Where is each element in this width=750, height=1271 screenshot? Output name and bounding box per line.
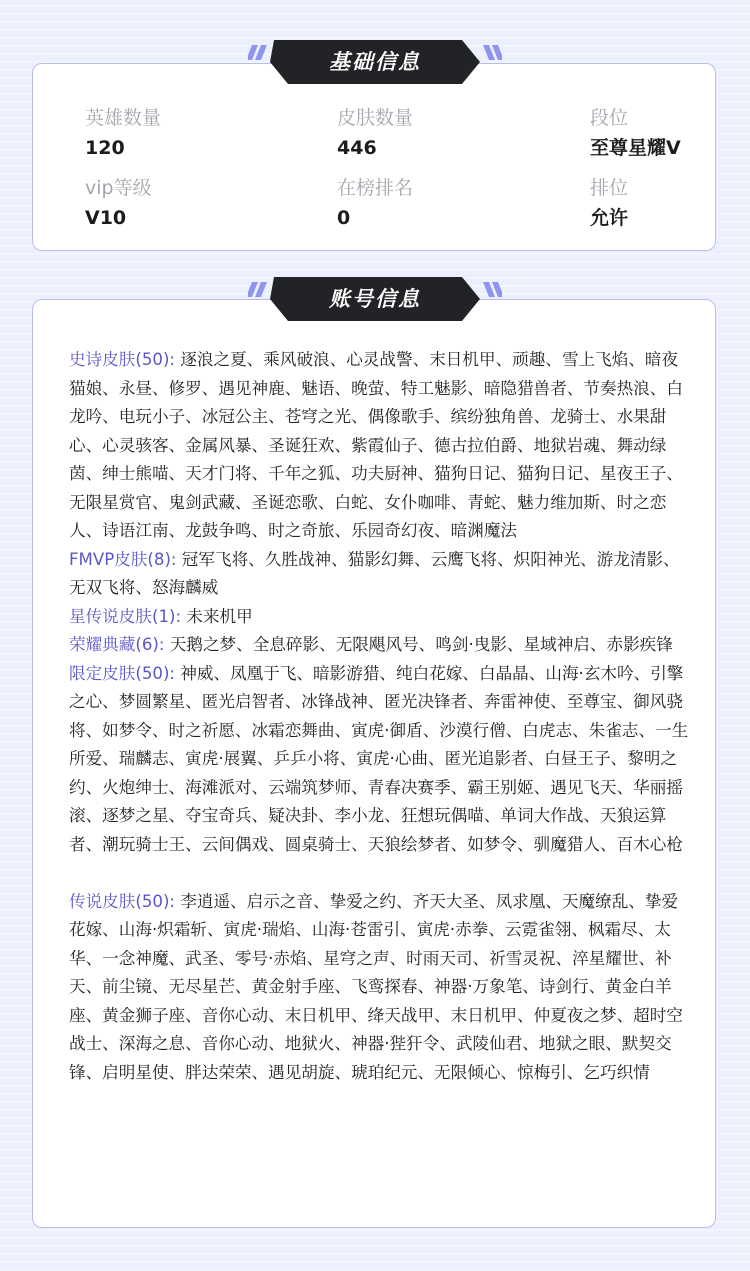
basic-info-card <box>32 63 716 251</box>
category-label: 星传说皮肤(1): <box>69 606 182 626</box>
stat-value: 允许 <box>590 207 629 229</box>
stat-value: 446 <box>337 137 377 159</box>
basic-info-title: 基础信息 <box>329 50 421 74</box>
stat-leaderboard-rank <box>337 175 413 231</box>
category-label: 荣耀典藏(6): <box>69 635 165 654</box>
stat-value: V10 <box>85 207 127 229</box>
category-label: 传说皮肤(50): <box>69 891 176 911</box>
stat-hero-count <box>85 105 161 161</box>
basic-info-banner <box>248 38 502 86</box>
stat-skin-count <box>337 105 413 161</box>
stat-label: 段位 <box>590 107 629 129</box>
stat-label: 皮肤数量 <box>337 107 414 129</box>
skin-category-legend <box>69 888 691 1088</box>
skin-list <box>69 346 691 1087</box>
skin-category-star-legend <box>69 603 691 632</box>
stat-label: 排位 <box>590 177 629 199</box>
skin-category-epic <box>69 346 691 546</box>
category-items: 未来机甲 <box>186 606 253 626</box>
stat-label: 在榜排名 <box>337 177 414 199</box>
category-items: 冠军飞将、久胜战神、猫影幻舞、云鹰飞将、炽阳神光、游龙清影、无双飞将、怒海麟威 <box>69 549 680 597</box>
category-spacer <box>69 859 691 888</box>
stat-value: 至尊星耀V <box>590 137 681 159</box>
account-info-title: 账号信息 <box>329 287 421 311</box>
category-label: 限定皮肤(50): <box>69 663 176 683</box>
skin-category-fmvp <box>69 546 691 603</box>
category-items: 天鹅之梦、全息碎影、无限飓风号、鸣剑·曳影、星域神启、赤影疾锋 <box>169 635 673 654</box>
category-items: 李逍遥、启示之音、挚爱之约、齐天大圣、凤求凰、天魔缭乱、挚爱花嫁、山海·炽霜斩、寅虎·瑞焰、山海·苍雷引、寅虎·赤拳、云霓雀翎、枫霜尽、太华、一念神魔、武圣、零号·赤焰、星穹之声、时雨天司、祈雪灵祝、淬星耀世、补天、前尘镜、无尽星芒、黄金射手座、飞鸾探春、神器·万象笔、诗剑行、黄金白羊座、黄金狮子座、音你心动、末日机甲、绛天战甲、末日机甲、仲夏夜之梦、超时空战士、深海之息、音你心动、地狱火、神器·狴犴令、武陵仙君、地狱之眼、默契交锋、启明星使、胖达荣荣、遇见胡旋、琥珀纪元、无限倾心、惊梅引、乞巧织情 <box>69 891 683 1082</box>
stat-label: 英雄数量 <box>85 107 162 129</box>
stat-label: vip等级 <box>85 177 152 199</box>
category-items: 逐浪之夏、乘风破浪、心灵战警、末日机甲、顽趣、雪上飞焰、暗夜猫娘、永昼、修罗、遇见神鹿、魅语、晚萤、特工魅影、暗隐猎兽者、节奏热浪、白龙吟、电玩小子、冰冠公主、苍穹之光、偶像歌手、缤纷独角兽、龙骑士、水果甜心、心灵骇客、金属风暴、圣诞狂欢、紫霞仙子、德古拉伯爵、地狱岩魂、舞动绿茵、绅士熊喵、天才门将、千年之狐、功夫厨神、猫狗日记、猫狗日记、星夜王子、无限星赏官、鬼剑武藏、圣诞恋歌、白蛇、女仆咖啡、青蛇、魅力维加斯、时之恋人、诗语江南、龙鼓争鸣、时之奇旅、乐园奇幻夜、暗渊魔法 <box>69 350 683 540</box>
stat-rank-tier <box>590 105 681 161</box>
category-label: FMVP皮肤(8): <box>69 549 177 569</box>
account-info-card <box>32 299 716 1228</box>
category-label: 史诗皮肤(50): <box>69 350 176 369</box>
category-items: 神威、凤凰于飞、暗影游猎、纯白花嫁、白晶晶、山海·玄木吟、引擎之心、梦圆繁星、匿光启智者、冰锋战神、匿光决锋者、奔雷神使、至尊宝、御风骁将、如梦令、时之祈愿、冰霜恋舞曲、寅虎·御盾、沙漠行僧、白虎志、朱雀志、一生所爱、瑞麟志、寅虎·展翼、乒乒小将、寅虎·心曲、匿光追影者、白昼王子、黎明之约、火炮绅士、海滩派对、云端筑梦师、青春决赛季、霸王别姬、遇见飞天、华丽摇滚、逐梦之星、夺宝奇兵、疑决卦、李小龙、狂想玩偶喵、单词大作战、天狼运算者、潮玩骑士王、云间偶戏、圆桌骑士、天狼绘梦者、如梦令、驯魔猎人、百木心枪 <box>69 663 689 854</box>
skin-category-limited <box>69 660 691 860</box>
stat-value: 0 <box>337 207 351 229</box>
account-info-banner <box>248 275 502 323</box>
stat-ranked-allowed <box>590 175 628 231</box>
skin-category-glory-collection <box>69 631 691 660</box>
stat-value: 120 <box>85 137 125 159</box>
stat-vip-level <box>85 175 152 231</box>
